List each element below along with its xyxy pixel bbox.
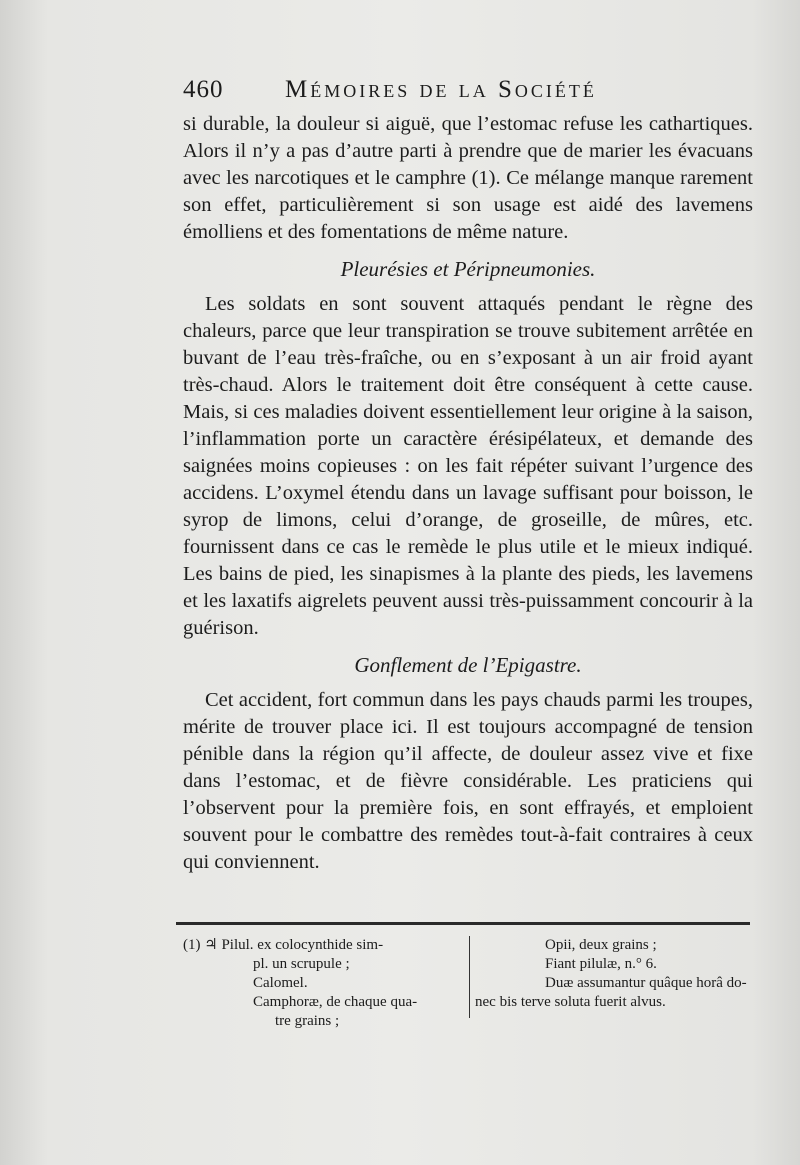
footnote-column-left: [183, 936, 468, 1031]
footnote-line: Camphoræ, de chaque qua-: [253, 994, 418, 1010]
page-body: [183, 111, 753, 876]
page-header: [183, 76, 703, 110]
running-title: Mémoires de la Société: [285, 76, 597, 103]
footnote-line: Calomel.: [253, 975, 308, 991]
footnote-column-divider: [469, 936, 470, 1018]
section-heading-gonflement: Gonflement de l’Epigastre.: [354, 653, 582, 677]
footnote-line: pl. un scrupule ;: [253, 956, 350, 972]
paragraph-3: Cet accident, fort commun dans les pays chauds parmi les troupes, mérite de trouver place ici. Il est toujours accompagné de tension pénible dans la région qu’il affecte, de douleur assez vive et fixe dans l’estomac, et de fièvre considérable. Les praticiens qui l’observent pour la première fois, en sont effrayés, et emploient souvent pour le combattre des remèdes tout-à-fait contraires à ceux qui conviennent.: [183, 689, 753, 873]
section-heading-pleuresies: Pleurésies et Péripneumonies.: [340, 257, 596, 281]
footnote-line: nec bis terve soluta fuerit alvus.: [475, 994, 666, 1010]
page-number: 460: [183, 76, 224, 103]
footnote: [183, 936, 747, 1029]
footnote-rule: [176, 922, 750, 925]
footnote-line: Duæ assumantur quâque horâ do-: [545, 975, 747, 991]
footnote-line: (1) ♃ Pilul. ex colocynthide sim-: [183, 937, 384, 953]
footnote-line: tre grains ;: [275, 1013, 340, 1029]
paragraph-2: Les soldats en sont souvent attaqués pendant le règne des chaleurs, parce que leur transpiration se trouve subitement arrêtée en buvant de l’eau très-fraîche, ou en s’exposant à un air froid ayant très-chaud. Alors le traitement doit être conséquent à cette cause. Mais, si ces maladies doivent essentiellement leur origine à la saison, l’inflammation porte un caractère érésipélateux, et demande des saignées moins copieuses : on les fait répéter suivant l’urgence des accidens. L’oxymel étendu dans un lavage suffisant pour boisson, le syrop de limons, celui d’orange, de groseille, de mûres, etc. fournissent dans ce cas le remède le plus utile et le mieux indiqué. Les bains de pied, les sinapismes à la plante des pieds, les lavemens et les laxatifs aigrelets peuvent aussi très-puissamment concourir à la guérison.: [183, 293, 753, 639]
footnote-line: Opii, deux grains ;: [545, 937, 657, 953]
paragraph-1: si durable, la douleur si aiguë, que l’estomac refuse les cathartiques. Alors il n’y a pas d’autre parti à prendre que de marier les évacuans avec les narcotiques et le camphre (1). Ce mélange manque rarement son effet, particulièrement si son usage est aidé des lavemens émolliens et des fomentations de même nature.: [183, 113, 753, 243]
footnote-line: Fiant pilulæ, n.° 6.: [545, 956, 657, 972]
footnote-column-right: [475, 936, 745, 1012]
